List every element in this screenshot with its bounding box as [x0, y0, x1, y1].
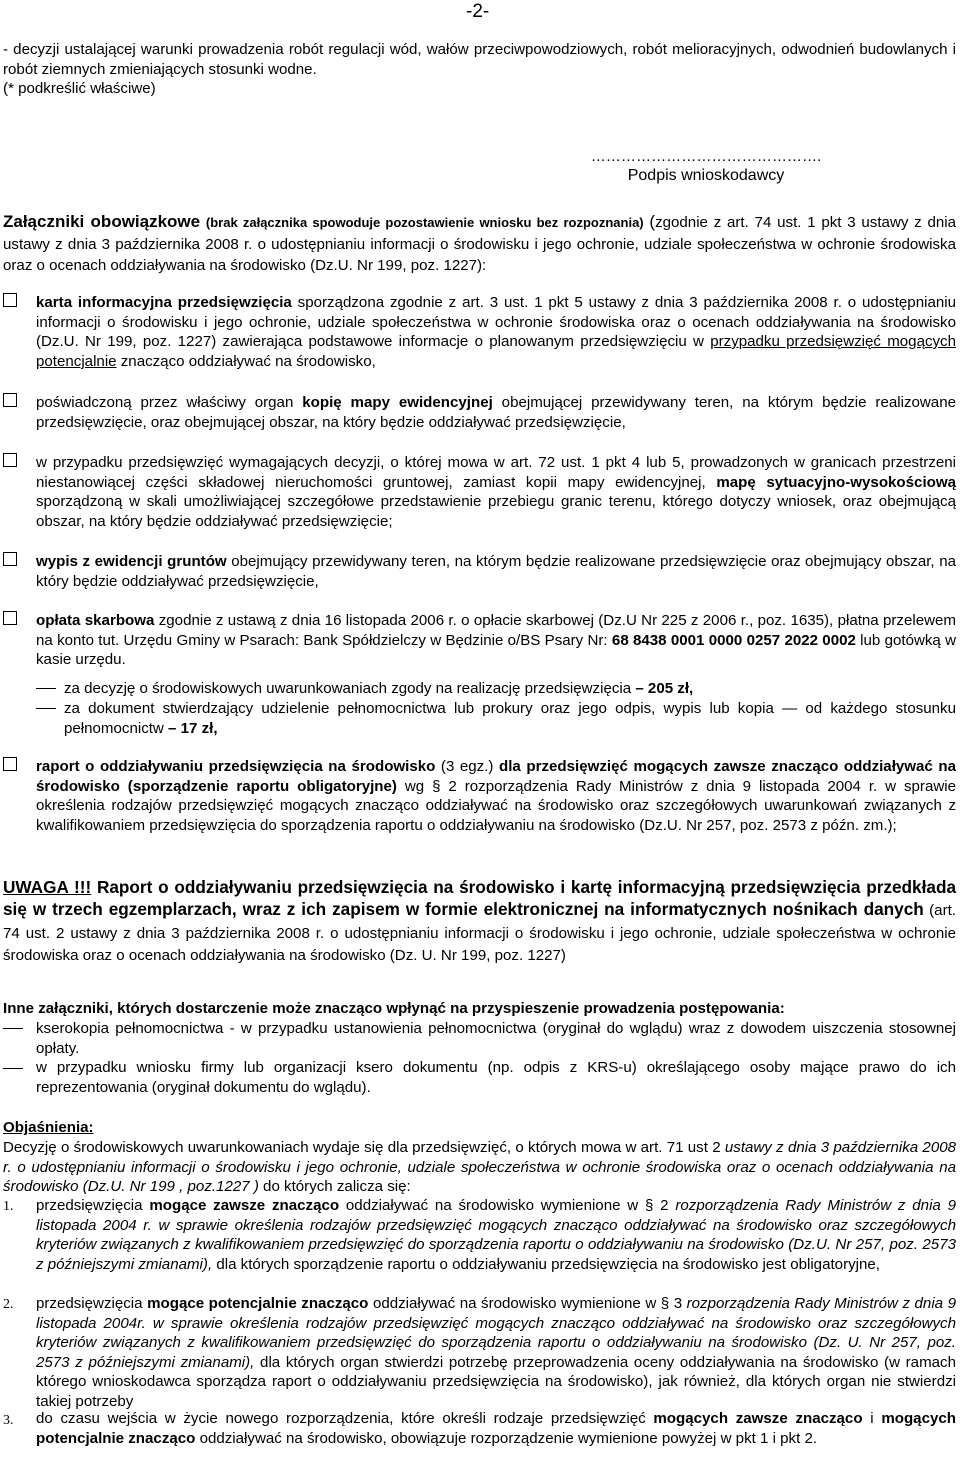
item-wypis [36, 552, 956, 591]
uwaga-text: (art. 74 ust. 2 ustawy z dnia 3 października 2008 r. o udostępnianiu informacji o środowisku i jego ochronie, udziale społeczeństwa w ochronie środowiska oraz o ocenach oddziaływania na środowisko (Dz. U. Nr 199, poz. 1227) [3, 901, 956, 965]
signature-dots: ………………………………………. [590, 148, 822, 165]
page-number: -2- [466, 1, 490, 22]
dash-icon [36, 688, 56, 689]
item-oplata-title: opłata skarbowa [36, 612, 155, 629]
item-decyzje-text: w przypadku przedsięwzięć wymagających decyzji, o której mowa w art. 72 ust. 1 pkt 4 lub 5, prowadzonych w granicach przestrzeni niestanowiącej części składowej nieruchomości gruntowej, zamiast kopii mapy ewidencyjnej, [36, 454, 956, 491]
item-decyzje-text-end: sporządzoną w skali umożliwiającej szczegółowe przedstawienie przebiegu granic terenu, którego dotyczy wniosek, oraz obejmującą obszar, na który będzie oddziaływać przedsięwzięcie; [36, 493, 956, 530]
fee-power-of-attorney [64, 699, 956, 738]
item-karta-title: karta informacyjna przedsięwzięcia [36, 294, 292, 311]
objasnienia-title-text: Objaśnienia: [3, 1119, 94, 1136]
item-mapa [36, 393, 956, 432]
inne-title [3, 999, 956, 1019]
objasnienia-intro-law: ustawy z dnia 3 października 2008 r. o udostępnianiu informacji o środowisku i jego ochronie, udziale społeczeństwa w ochronie środowiska oraz o ocenach oddziaływania na środowisko (Dz.U. Nr 199 , poz.1227 ) [3, 1139, 957, 1195]
dash-icon [3, 1028, 23, 1029]
n1-e: dla których sporządzenie raportu o oddziaływaniu przedsięwzięcia na środowisko jest obligatoryjne, [212, 1255, 880, 1273]
item-raport-obligatory: dla przedsięwzięć mogących zawsze znacząco oddziaływać na środowisko (sporządzenie raportu obligatoryjne) [36, 758, 956, 795]
item-oplata-text: zgodnie z ustawą z dnia 16 listopada 2006 r. o opłacie skarbowej (Dz.U Nr 225 z 2006 r., poz. 1635), płatna przelewem na konto tut. Urzędu Gminy w Psarach: Bank Spółdzielczy w Będzinie o/BS Psary Nr: [36, 612, 956, 649]
checkbox-raport[interactable] [3, 757, 17, 771]
n1-a: przedsięwzięcia [36, 1197, 150, 1214]
list-number-2: 2. [3, 1297, 14, 1312]
objasnienia-title [3, 1118, 956, 1138]
item-mapa-text: poświadczoną przez właściwy organ [36, 394, 303, 411]
objasnienia-intro-end: do których zalicza się: [258, 1178, 411, 1195]
attachments-legal-basis: zgodnie z art. 74 ust. 1 pkt 3 ustawy z dnia ustawy z dnia 3 października 2008 r. o udostępnianiu informacji o środowisku i jego ochronie, udziale społeczeństwa w ochronie środowiska oraz o ocenach oddziaływania na środowisko (Dz.U. Nr 199, poz. 1227): [3, 214, 956, 274]
uwaga-label: UWAGA !!! [3, 877, 92, 897]
dash-icon [36, 708, 56, 709]
n3-a: do czasu wejścia w życie nowego rozporządzenia, które określi rodzaje przedsięwzięć [36, 1410, 654, 1427]
n3-b: mogących zawsze znacząco [653, 1410, 863, 1427]
item-raport-copies: (3 egz.) [435, 758, 500, 775]
n3-c: i [862, 1410, 882, 1427]
fee-poa-text: za dokument stwierdzający udzielenie pełnomocnictwa lub prokury oraz jego odpis, wypis lub kopia — od każdego stosunku pełnomocnictw [64, 700, 956, 737]
item-raport [36, 757, 956, 835]
inne-title-text: Inne załączniki, których dostarczenie może znacząco wpłynąć na przyspieszenie prowadzenia postępowania: [3, 1000, 785, 1017]
checkbox-karta[interactable] [3, 293, 17, 307]
uwaga-bold: Raport o oddziaływaniu przedsięwzięcia na środowisko i kartę informacyjną przedsięwzięcia przedkłada się w trzech egzemplarzach, wraz z ich zapisem w formie elektronicznej na informatycznych nośnikach danych [3, 877, 957, 919]
objasnienia-item-3 [36, 1409, 956, 1448]
checkbox-decyzje[interactable] [3, 453, 17, 467]
item-oplata [36, 611, 956, 670]
attachments-note: (brak załącznika spowoduje pozostawienie wniosku bez rozpoznania) [205, 215, 644, 230]
bank-account-number: 68 8438 0001 0000 0257 2022 0002 [611, 631, 856, 649]
intro-text: - decyzji ustalającej warunki prowadzenia robót regulacji wód, wałów przeciwpowodziowych, robót melioracyjnych, odwodnień budowlanych i robót ziemnych zmieniających stosunki wodne. [3, 41, 956, 78]
objasnienia-intro-text: Decyzję o środowiskowych uwarunkowaniach wydaje się dla przedsięwzięć, o których mowa w art. 71 ust 2 [3, 1139, 725, 1156]
attachments-title: Załączniki obowiązkowe [3, 212, 201, 231]
item-wypis-text: obejmujący przewidywany teren, na którym będzie realizowane przedsięwzięcie oraz obejmujący obszar, na który będzie oddziaływać przedsięwzięcie, [36, 553, 956, 590]
signature-label: Podpis wnioskodawcy [627, 167, 785, 184]
objasnienia-intro [3, 1138, 956, 1197]
item-karta [36, 293, 956, 371]
fee-decision [64, 679, 956, 699]
n2-e: dla których organ stwierdzi potrzebę przeprowadzenia oceny oddziaływania na środowisko (w ramach którego wnioskodawca sporządza raport o oddziaływaniu przedsięwzięcia na środowisko), jak również, dla których organ nie stwierdzi takiej potrzeby [36, 1353, 956, 1410]
n2-d: rozporządzenia Rady Ministrów z dnia 9 listopada 2004r. w sprawie określenia rodzajów przedsięwzięć mogących znacząco oddziaływać na środowisko oraz szczegółowych kryteriów związanych z kwalifikowaniem przedsięwzięć do sporządzenia raportu o oddziaływaniu na środowisko (Dz. U. Nr 257, poz. 2573 z późniejszymi zmianami), [36, 1295, 957, 1371]
n1-b: mogące zawsze znacząco [149, 1197, 340, 1214]
item-raport-text: wg § 2 rozporządzenia Rady Ministrów z dnia 9 listopada 2004 r. w sprawie określenia rodzajów przedsięwzięć mogących znacząco oddziaływać na środowisko oraz szczegółowych uwarunkowań związanych z kwalifikowaniem przedsięwzięcia do sporządzenia raportu o oddziaływaniu na środowisko (Dz.U. Nr 257, poz. 2573 z późn. zm.); [36, 777, 956, 834]
item-oplata-text-end: lub gotówką w kasie urzędu. [36, 631, 957, 668]
n3-d: mogących potencjalnie znacząco [36, 1410, 956, 1447]
checkbox-oplata[interactable] [3, 611, 17, 625]
objasnienia-item-2 [36, 1294, 956, 1411]
inne-item-2: w przypadku wniosku firmy lub organizacji ksero dokumentu (np. odpis z KRS-u) określającego osoby mające prawo do ich reprezentowania (oryginał dokumentu do wglądu). [36, 1059, 956, 1096]
n2-a: przedsięwzięcia [36, 1295, 148, 1312]
item-wypis-title: wypis z ewidencji gruntów [36, 553, 227, 570]
n2-b: mogące potencjalnie znacząco [147, 1295, 369, 1312]
item-karta-underline: przypadku przedsięwzięć mogących potencjalnie [36, 333, 956, 370]
item-karta-text-end: znacząco oddziaływać na środowisko, [116, 352, 376, 370]
attachments-header [3, 211, 956, 277]
checkbox-wypis[interactable] [3, 552, 17, 566]
inne-item-1: kserokopia pełnomocnictwa - w przypadku ustanowienia pełnomocnictwa (oryginał do wglądu) wraz z dowodem uiszczenia stosownej opłaty. [36, 1020, 956, 1057]
list-number-3: 3. [3, 1413, 14, 1428]
dash-icon [3, 1068, 23, 1069]
uwaga-block [3, 877, 956, 967]
fee-poa-amount: – 17 zł, [168, 719, 218, 737]
fee-decision-amount: – 205 zł, [635, 680, 694, 697]
item-mapa-text-end: obejmującej przewidywany teren, na którym będzie realizowane przedsięwzięcie, oraz obejmującej obszar, na który będzie oddziaływać przedsięwzięcie, [36, 394, 956, 431]
item-karta-text: sporządzona zgodnie z art. 3 ust. 1 pkt 5 ustawy z dnia 3 października 2008 r. o udostępnianiu informacji o środowisku i jego ochronie, udziale społeczeństwa w ochronie środowiska oraz o ocenach oddziaływania na środowisko (Dz.U. Nr 199, poz. 1227) zawierająca podstawowe informacje o planowanym przedsięwzięciu w [36, 294, 956, 350]
fee-decision-text: za decyzję o środowiskowych uwarunkowaniach zgody na realizację przedsięwzięcia [64, 680, 636, 697]
n3-e: oddziaływać na środowisko, obowiązuje rozporządzenie wymienione powyżej w pkt 1 i pkt 2. [195, 1429, 818, 1447]
intro-note: (* podkreślić właściwe) [3, 80, 156, 97]
attachments-paren: ( [649, 212, 656, 231]
item-decyzje [36, 453, 956, 531]
item-raport-title: raport o oddziaływaniu przedsięwzięcia na środowisko [36, 758, 436, 775]
objasnienia-item-1 [36, 1196, 956, 1274]
checkbox-mapa[interactable] [3, 393, 17, 407]
n2-c: oddziaływać na środowisko wymienione w § 3 [368, 1295, 687, 1312]
n1-c: oddziaływać na środowisko wymienione w § 2 [339, 1197, 676, 1214]
item-mapa-title: kopię mapy ewidencyjnej [302, 394, 493, 411]
list-number-1: 1. [3, 1199, 14, 1214]
item-decyzje-title: mapę sytuacyjno-wysokościową [716, 473, 956, 491]
n1-d: rozporządzenia Rady Ministrów z dnia 9 listopada 2004 r. w sprawie określenia rodzajów przedsięwzięć mogących znacząco oddziaływać na środowisko oraz szczegółowych kryteriów związanych z kwalifikowaniem przedsięwzięć do sporządzenia raportu o oddziaływaniu na środowisko (Dz.U. Nr 257, poz. 2573 z późniejszymi zmianami), [36, 1197, 957, 1273]
